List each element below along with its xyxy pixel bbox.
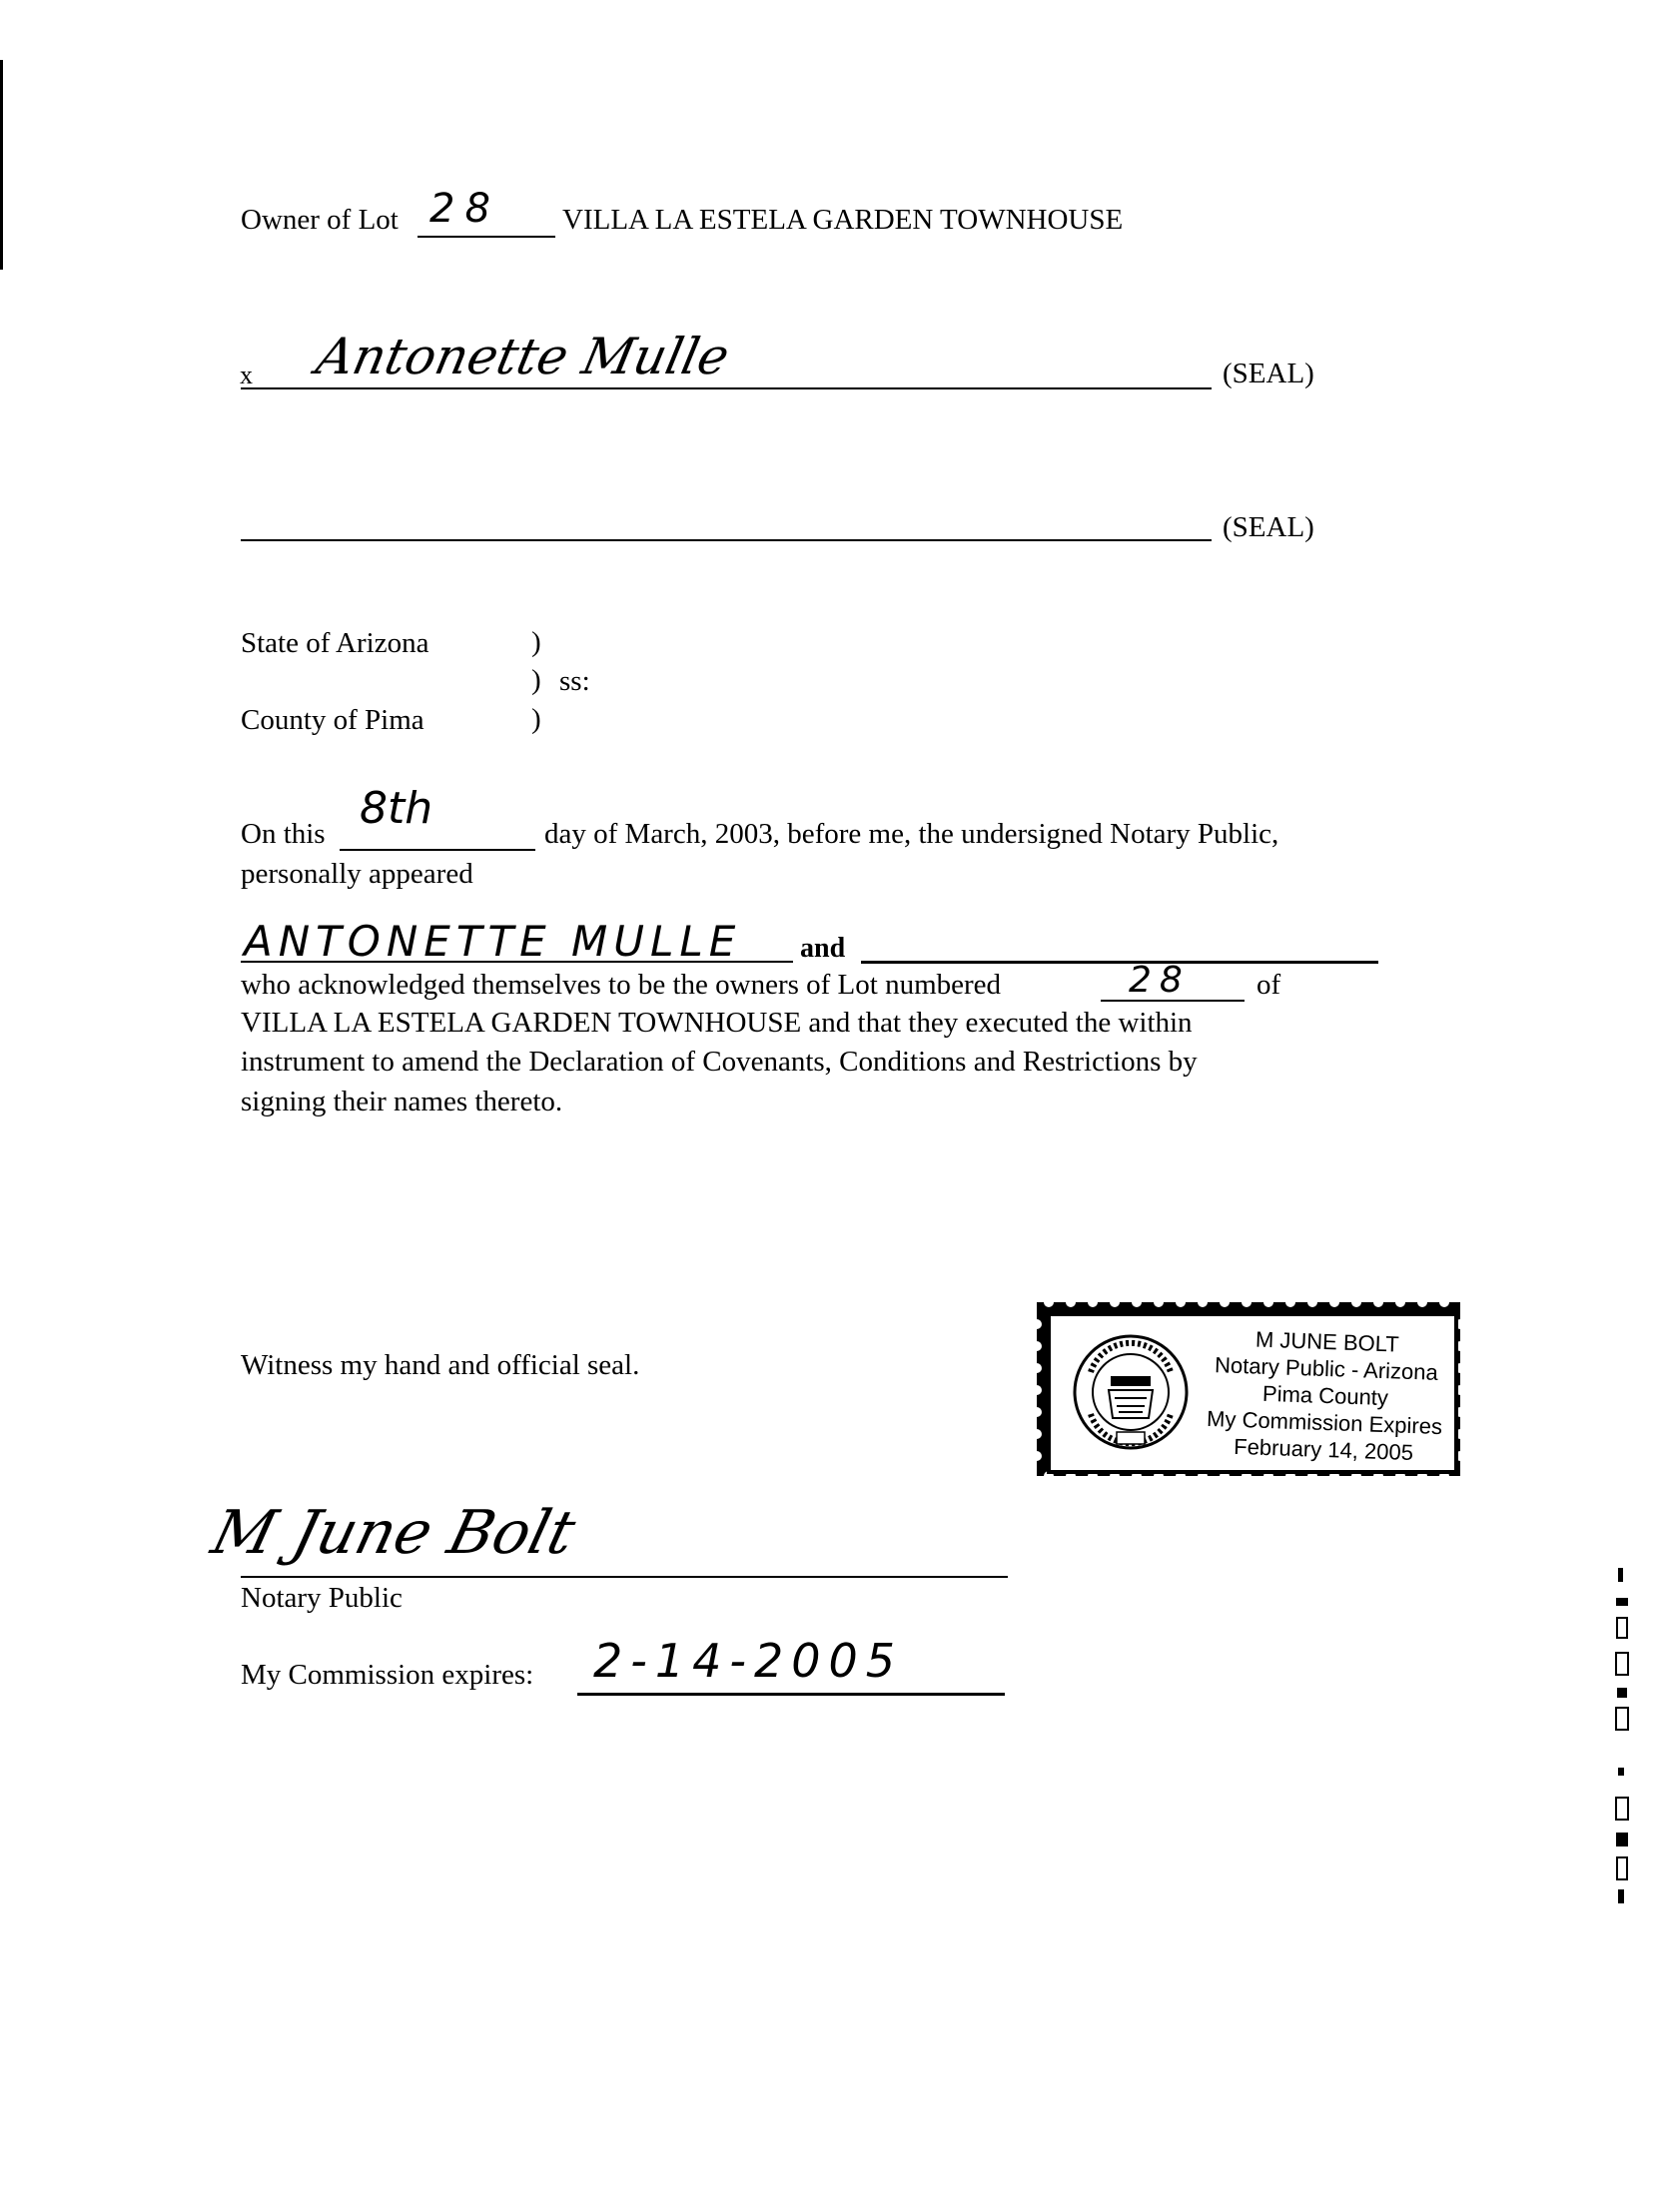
owner-signature-line-2: [241, 539, 1212, 541]
commission-date-handwritten: 2-14-2005: [593, 1634, 904, 1688]
state-seal-icon: [1071, 1332, 1191, 1452]
ss-label: ss:: [559, 665, 590, 697]
stamp-commission: My Commission Expires: [1206, 1405, 1443, 1440]
commission-date-line: [577, 1693, 1005, 1696]
ack-lot-handwritten: 28: [1129, 960, 1191, 1001]
ack-line-4: VILLA LA ESTELA GARDEN TOWNHOUSE and that they executed the within: [241, 1007, 1193, 1039]
margin-scan-marks-icon: [1608, 1568, 1638, 1907]
venue-paren-2: ): [531, 664, 541, 696]
notary-stamp: [1029, 1294, 1468, 1484]
lot-number-handwritten: 28: [429, 186, 500, 232]
stamp-inner-panel: [1047, 1312, 1458, 1474]
ack-line-6: signing their names thereto.: [241, 1086, 563, 1117]
second-name-line: [861, 961, 1378, 964]
venue-paren-1: ): [531, 626, 541, 658]
stamp-expires: February 14, 2005: [1233, 1433, 1414, 1466]
ack-line-1-rest: day of March, 2003, before me, the undersigned Notary Public,: [544, 818, 1279, 850]
venue-paren-3: ): [531, 703, 541, 735]
commission-expires-label: My Commission expires:: [241, 1659, 534, 1691]
seal-label-2: (SEAL): [1223, 511, 1314, 543]
on-this-label: On this: [241, 818, 326, 850]
notary-signature-line: [241, 1576, 1008, 1578]
and-label: and: [800, 933, 846, 964]
ack-line-2: personally appeared: [241, 858, 473, 890]
ack-line-5: instrument to amend the Declaration of Covenants, Conditions and Restrictions by: [241, 1046, 1198, 1078]
county-label: County of Pima: [241, 704, 424, 736]
stamp-notary-title: Notary Public - Arizona: [1214, 1352, 1439, 1385]
stamp-text-block: [1199, 1324, 1453, 1468]
subdivision-name: VILLA LA ESTELA GARDEN TOWNHOUSE: [562, 204, 1124, 236]
owner-signature-line-1: [241, 387, 1212, 389]
state-label: State of Arizona: [241, 627, 429, 659]
seal-label-1: (SEAL): [1223, 358, 1314, 389]
signature-x-mark: x: [240, 361, 253, 389]
notary-signature: M June Bolt: [205, 1498, 582, 1568]
owner-signature: Antonette Mulle: [311, 328, 735, 385]
day-handwritten: 8th: [360, 783, 433, 834]
stamp-county: Pima County: [1261, 1380, 1389, 1411]
lot-number-line: [418, 236, 555, 238]
scan-edge-mark: [0, 60, 3, 270]
notary-public-label: Notary Public: [241, 1582, 403, 1614]
ack-line-3: who acknowledged themselves to be the owners of Lot numbered: [241, 969, 1002, 1001]
appeared-name-handwritten: ANTONETTE MULLE: [244, 917, 742, 966]
owner-of-lot-label: Owner of Lot: [241, 204, 399, 236]
day-line: [340, 849, 535, 851]
stamp-notary-name: M JUNE BOLT: [1254, 1326, 1400, 1357]
ack-of-label: of: [1256, 969, 1281, 1001]
witness-text: Witness my hand and official seal.: [241, 1349, 640, 1381]
